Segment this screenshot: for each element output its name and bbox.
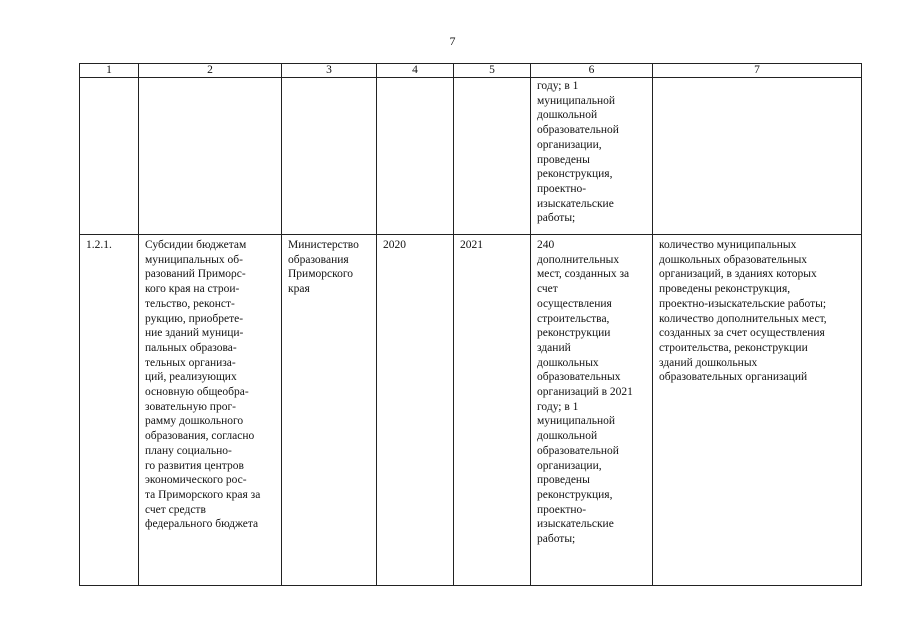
cont-result-text: году; в 1 муниципальной дошкольной образовательной организации, проведены реконструкция, проектно- изыскательские работы; <box>531 78 653 235</box>
cont-cell-5 <box>454 78 531 235</box>
table-row <box>80 235 862 586</box>
cont-cell-7 <box>653 78 862 235</box>
row-number: 1.2.1. <box>80 235 139 586</box>
executor: Министерство образования Приморского края <box>282 235 377 586</box>
end-year: 2021 <box>454 235 531 586</box>
continuation-row <box>80 78 862 235</box>
header-row <box>80 64 862 78</box>
indicators: количество муниципальных дошкольных образовательных организаций, в зданиях которых проведены реконструкция, проектно-изыскательские работы; количество дополнительных мест, созданных за счет осуществления строительства, реконструкции зданий дошкольных образовательных организаций <box>653 235 862 586</box>
header-cell-2: 2 <box>139 64 282 78</box>
cont-cell-2 <box>139 78 282 235</box>
header-cell-7: 7 <box>653 64 862 78</box>
cont-cell-1 <box>80 78 139 235</box>
header-cell-5: 5 <box>454 64 531 78</box>
program-table <box>79 63 862 586</box>
start-year: 2020 <box>377 235 454 586</box>
cont-cell-3 <box>282 78 377 235</box>
expected-result: 240 дополнительных мест, созданных за счет осуществления строительства, реконструкции зданий дошкольных образовательных организаций в 2021 году; в 1 муниципальной дошкольной образовательной организации, проведены реконструкция, проектно- изыскательские работы; <box>531 235 653 586</box>
header-cell-3: 3 <box>282 64 377 78</box>
header-cell-4: 4 <box>377 64 454 78</box>
page-number: 7 <box>449 34 456 48</box>
cont-cell-4 <box>377 78 454 235</box>
header-cell-1: 1 <box>80 64 139 78</box>
measure-name: Субсидии бюджетам муниципальных об- разований Примορс- кого края на строи- тельство, реконст- рукцию, приобрете- ние зданий муници- пальных образова- тельных организа- ций, реализующих основную общеобра- зовательную прог- рамму дошкольного образования, согласно плану социально- го развития центров экономического рос- та Приморского края за счет средств федерального бюджета <box>139 235 282 586</box>
header-cell-6: 6 <box>531 64 653 78</box>
